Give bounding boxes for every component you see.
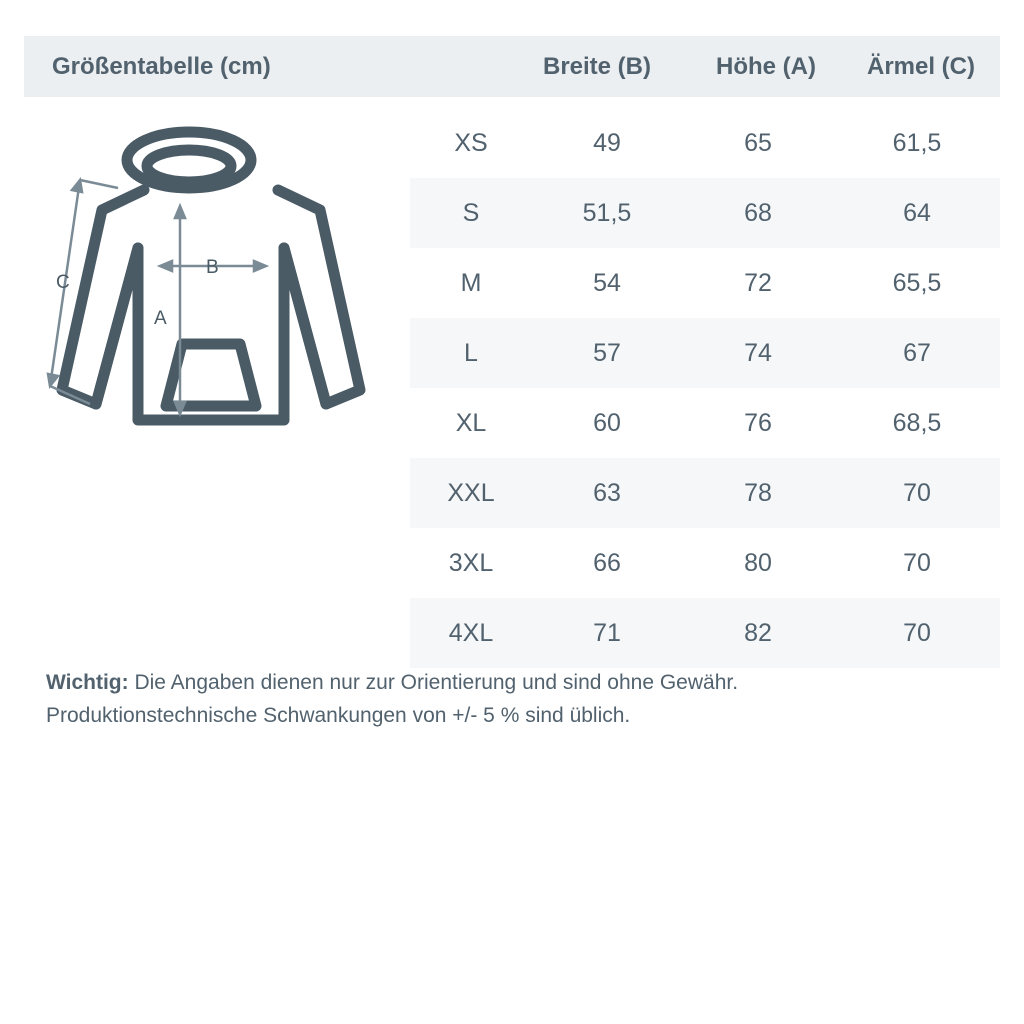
table-row [410,598,1000,668]
cell-width: 66 [593,548,621,577]
cell-height: 68 [744,198,772,227]
cell-sleeve: 64 [903,198,931,227]
dim-arrow-a-top [175,206,185,218]
table-row [410,108,1000,178]
disclaimer-note [46,666,996,732]
sleeve-seam-left [96,248,138,404]
cell-sleeve: 70 [903,548,931,577]
cell-sleeve: 65,5 [892,268,942,297]
size-table [410,108,1000,668]
dim-arrow-b-right [254,261,266,271]
cell-width: 51,5 [582,198,632,227]
column-header-sleeve: Ärmel (C) [866,52,975,80]
cell-size: S [462,198,480,227]
cell-width: 63 [593,478,621,507]
cell-width: 71 [593,618,621,647]
column-header-height: Höhe (A) [716,52,816,80]
label-a: A [154,308,167,329]
hood-inner [147,150,231,182]
page-title: Größentabelle (cm) [52,52,271,80]
cell-width: 54 [593,268,621,297]
cell-size: XXL [447,478,495,507]
label-b: B [206,257,219,278]
dim-arrow-c-top [72,180,82,192]
cell-height: 82 [744,618,772,647]
hoodie-illustration-svg [34,118,410,458]
cell-width: 60 [593,408,621,437]
cell-sleeve: 67 [903,338,931,367]
cell-size: XL [455,408,487,437]
cell-sleeve: 68,5 [892,408,942,437]
cell-height: 80 [744,548,772,577]
table-header [24,36,1000,97]
table-row [410,178,1000,248]
cell-sleeve: 61,5 [892,128,942,157]
cell-size: 4XL [448,618,494,647]
cell-width: 57 [593,338,621,367]
column-header-width: Breite (B) [542,52,651,80]
table-row [410,458,1000,528]
table-row [410,528,1000,598]
cell-size: L [464,338,478,367]
cell-sleeve: 70 [903,618,931,647]
cell-sleeve: 70 [903,478,931,507]
disclaimer-line-2: Produktionstechnische Schwankungen von +/- 5 % sind üblich. [46,704,631,727]
hoodie-body [62,190,360,420]
cell-size: M [460,268,482,297]
sleeve-seam-right [284,248,326,404]
dim-tick-c-top [80,180,118,188]
table-row [410,248,1000,318]
header-column-group [504,53,1000,81]
table-row [410,318,1000,388]
dim-arrow-c-bottom [48,374,58,386]
label-c: C [56,272,70,293]
cell-height: 76 [744,408,772,437]
cell-height: 78 [744,478,772,507]
cell-height: 72 [744,268,772,297]
cell-size: 3XL [448,548,494,577]
disclaimer-line-1: Die Angaben dienen nur zur Orientierung und sind ohne Gewähr. [128,671,739,694]
cell-size: XS [454,128,488,157]
dim-arrow-a-bottom [175,402,185,414]
table-row [410,388,1000,458]
cell-height: 65 [744,128,772,157]
dim-arrow-b-left [160,261,172,271]
cell-height: 74 [744,338,772,367]
hoodie-diagram [34,118,410,458]
disclaimer-label: Wichtig: [46,671,129,694]
cell-width: 49 [593,128,621,157]
